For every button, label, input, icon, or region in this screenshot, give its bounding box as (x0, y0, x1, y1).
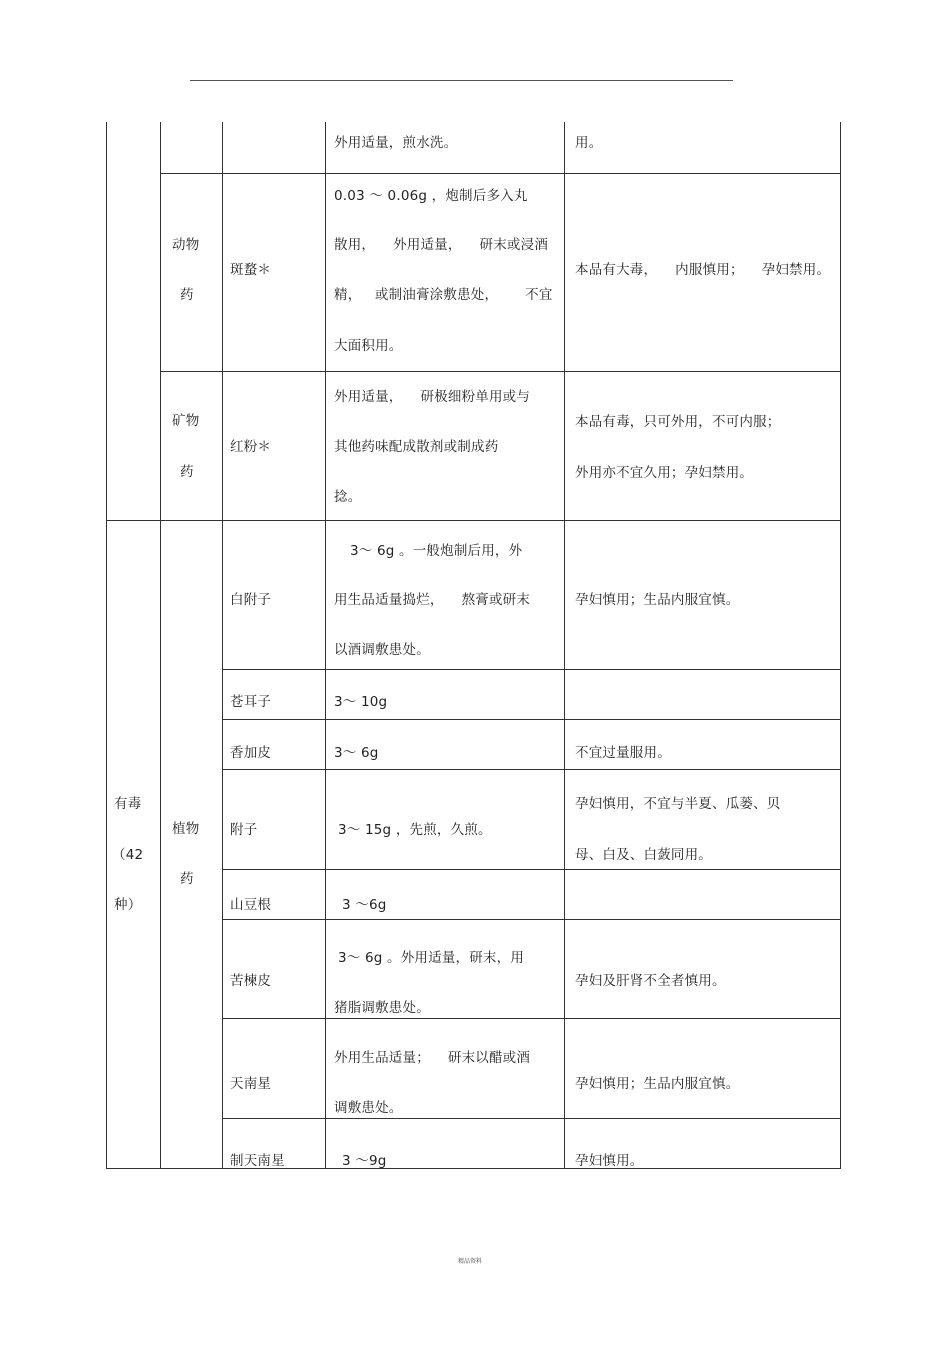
usage-cell: 3 ～9g (342, 1153, 387, 1169)
drug-name-cell: 天南星 (230, 1076, 272, 1092)
header-rule (190, 80, 733, 81)
drug-name-cell: 白附子 (230, 592, 272, 608)
table-column-divider (222, 122, 223, 1169)
toxicity-group-label: （42 (112, 847, 144, 863)
note-cell: 本品有毒，只可外用，不可内服； (575, 414, 781, 430)
usage-cell: 精， 或制油膏涂敷患处， 不宜 (334, 287, 553, 303)
usage-cell: 3 ～6g (342, 897, 387, 913)
drug-name-cell: 斑蝥＊ (230, 262, 272, 278)
row-divider (222, 1018, 840, 1019)
note-cell: 用。 (575, 135, 603, 151)
table-column-divider (160, 122, 161, 1169)
drug-name-cell: 香加皮 (230, 745, 272, 761)
row-divider (106, 520, 840, 521)
drug-name-cell: 苍耳子 (230, 694, 272, 710)
usage-cell: 3～ 6g (334, 745, 379, 761)
drug-name-cell: 山豆根 (230, 897, 272, 913)
note-cell: 孕妇慎用；生品内服宜慎。 (575, 592, 740, 608)
note-cell: 孕妇慎用。 (575, 1153, 644, 1169)
usage-cell: 捻。 (334, 489, 362, 505)
usage-cell: 用生品适量捣烂， 熬膏或研末 (334, 592, 531, 608)
category-cell: 药 (180, 464, 194, 480)
row-divider (222, 869, 840, 870)
toxicity-group-label: 种） (114, 897, 142, 913)
drug-name-cell: 红粉＊ (230, 439, 272, 455)
usage-cell: 猪脂调敷患处。 (334, 1000, 430, 1016)
usage-cell: 以酒调敷患处。 (334, 642, 430, 658)
usage-cell: 3～ 15g ，先煎，久煎。 (338, 822, 492, 838)
row-divider (222, 769, 840, 770)
category-cell: 药 (180, 871, 194, 887)
toxicity-group-label: 有毒 (114, 796, 142, 812)
table-border-bottom (106, 1168, 840, 1169)
category-cell: 药 (180, 287, 194, 303)
usage-cell: 3～ 6g 。外用适量，研末，用 (338, 950, 525, 966)
note-cell: 不宜过量服用。 (575, 745, 671, 761)
row-divider (160, 173, 840, 174)
drug-name-cell: 附子 (230, 822, 258, 838)
drug-name-cell: 制天南星 (230, 1153, 285, 1169)
usage-cell: 0.03 ～ 0.06g ，炮制后多入丸 (334, 188, 528, 204)
row-divider (222, 1118, 840, 1119)
usage-cell: 其他药味配成散剂或制成药 (334, 439, 499, 455)
usage-cell: 外用生品适量； 研末以醋或酒 (334, 1050, 531, 1066)
row-divider (222, 919, 840, 920)
usage-cell: 3～ 6g 。一般炮制后用，外 (350, 543, 523, 559)
table-column-divider (564, 122, 565, 1169)
usage-cell: 调敷患处。 (334, 1100, 403, 1116)
category-cell: 动物 (172, 237, 200, 253)
usage-cell: 3～ 10g (334, 694, 388, 710)
note-cell: 母、白及、白蔹同用。 (575, 847, 712, 863)
note-cell: 孕妇慎用，不宜与半夏、瓜蒌、贝 (575, 796, 781, 812)
row-divider (222, 669, 840, 670)
usage-cell: 外用适量， 研极细粉单用或与 (334, 389, 531, 405)
note-cell: 本品有大毒， 内服慎用； 孕妇禁用。 (575, 262, 831, 278)
note-cell: 外用亦不宜久用；孕妇禁用。 (575, 465, 754, 481)
page-footer: 精品资料 (458, 1258, 483, 1265)
usage-cell: 散用， 外用适量， 研末或浸酒 (334, 237, 549, 253)
drug-name-cell: 苦楝皮 (230, 973, 272, 989)
table-border-left (106, 122, 107, 1169)
usage-cell: 大面积用。 (334, 338, 403, 354)
row-divider (222, 719, 840, 720)
category-cell: 植物 (172, 821, 200, 837)
table-column-divider (325, 122, 326, 1169)
note-cell: 孕妇慎用；生品内服宜慎。 (575, 1076, 740, 1092)
table-border-right (840, 122, 841, 1169)
note-cell: 孕妇及肝肾不全者慎用。 (575, 973, 726, 989)
category-cell: 矿物 (172, 413, 200, 429)
usage-cell: 外用适量，煎水洗。 (334, 135, 458, 151)
row-divider (160, 371, 840, 372)
